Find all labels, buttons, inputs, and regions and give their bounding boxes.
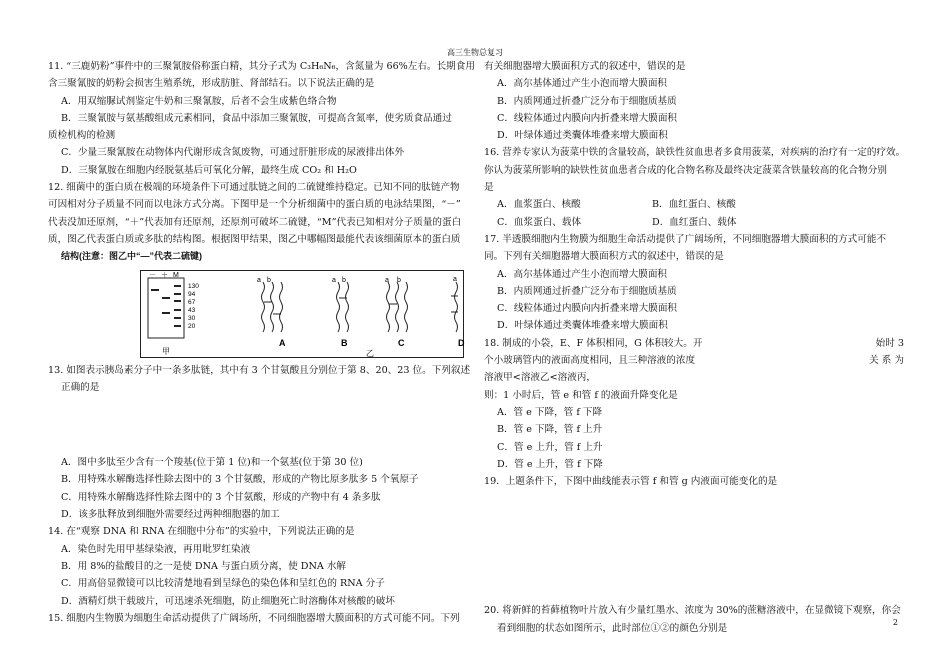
q12-line: 代表没加还原剂，“＋”代表加有还原剂，还原剂可破坏二硫键，“M”代表已知相对分子质量的蛋白 bbox=[48, 216, 462, 228]
q18-text-right: 关 系 为 bbox=[869, 355, 904, 367]
chain-b-label: b bbox=[397, 276, 401, 284]
q16-options-row bbox=[484, 214, 904, 231]
q18-text-left: 18. 制成的小袋，E、F 体积相同，G 体积较大。开 bbox=[484, 337, 703, 349]
option-b-label: B bbox=[341, 337, 348, 348]
q18-option: B．管 e 下降，管 f 上升 bbox=[497, 424, 603, 436]
q18-text-right: 始时 3 bbox=[875, 337, 904, 349]
q15-option: A．高尔基体通过产生小泡而增大膜面积 bbox=[497, 78, 668, 90]
q16-option-c: C．血浆蛋白、载体 bbox=[497, 216, 582, 228]
q17-option: D．叶绿体通过类囊体堆叠来增大膜面积 bbox=[497, 320, 668, 332]
q11-option: B．三聚氰胺与氨基酸组成元素相同，食品中添加三聚氰胺，可提高含氮率，使劣质食品通过 bbox=[61, 112, 452, 124]
q16-option-a: A．血浆蛋白、核酸 bbox=[497, 199, 581, 211]
marker-30: 30 bbox=[188, 314, 196, 322]
q14-option: B．用 8%的盐酸目的之一是使 DNA 与蛋白质分离，使 DNA 水解 bbox=[61, 560, 347, 572]
figure-drawing bbox=[48, 268, 473, 360]
q18-option: C．管 e 上升，管 f 上升 bbox=[497, 441, 603, 453]
q13-figure-space bbox=[48, 396, 473, 454]
q18-option: D．管 e 上升，管 f 下降 bbox=[497, 458, 603, 470]
option-a-label: A bbox=[279, 337, 286, 348]
q11-option: C．少量三聚氰胺在动物体内代谢形成含氮废物，可通过肝脏形成的尿液排出体外 bbox=[61, 147, 405, 159]
chain-a-label: a bbox=[257, 276, 261, 284]
q13-option: D．该多肽释放到细胞外需要经过两种细胞器的加工 bbox=[61, 509, 280, 521]
q15-line: 15. 细胞内生物膜为细胞生命活动提供了广阔场所，不同细胞器增大膜面积的方式可能不同。下列 bbox=[48, 612, 460, 624]
chain-a-label: a bbox=[453, 275, 457, 283]
q13-option: B．用特殊水解酶选择性除去图中的 3 个甘氨酸，形成的产物比原多肽多 5 个氧原子 bbox=[61, 474, 419, 486]
q17-option: A．高尔基体通过产生小泡而增大膜面积 bbox=[497, 268, 668, 280]
q13-option: C．用特殊水解酶选择性除去图中的 3 个甘氨酸，形成的产物中有 4 条多肽 bbox=[61, 491, 381, 503]
q11-option: A．用双缩脲试剂鉴定牛奶和三聚氰胺，后者不会生成紫色络合物 bbox=[61, 95, 337, 107]
q14-line: 14. 在“观察 DNA 和 RNA 在细胞中分布”的实验中，下列说法正确的是 bbox=[48, 526, 355, 538]
marker-20: 20 bbox=[188, 322, 196, 330]
q11-line: 11. “三鹿奶粉”事件中的三聚氰胺俗称蛋白精，其分子式为 C₃H₆N₆，含氮量为 66%左右。长期食用 bbox=[48, 61, 475, 72]
q15-option: C．线粒体通过内膜向内折叠来增大膜面积 bbox=[497, 112, 678, 124]
q11-option-cont: 质检机构的检测 bbox=[48, 130, 116, 142]
q16-option-b: B．血红蛋白、核酸 bbox=[652, 199, 736, 211]
q14-option: A．染色时先用甲基绿染液，再用吡罗红染液 bbox=[61, 543, 251, 555]
q18-line: 则：1 小时后，管 e 和管 f 的液面升降变化是 bbox=[484, 389, 678, 401]
page-number: 2 bbox=[892, 618, 898, 627]
q14-option: C．用高倍显微镜可以比较清楚地看到呈绿色的染色体和呈红色的 RNA 分子 bbox=[61, 578, 385, 590]
q18-line bbox=[484, 352, 904, 369]
q18-line bbox=[484, 335, 904, 352]
panel-label: 乙 bbox=[366, 348, 374, 358]
q19-line: 19．上题条件下，下图中曲线能表示管 f 和管 g 内液面可能变化的是 bbox=[484, 476, 778, 488]
marker-67: 67 bbox=[188, 298, 196, 306]
gel-label: 甲 bbox=[162, 346, 170, 356]
q16-option-d: D．血红蛋白、载体 bbox=[652, 216, 737, 228]
lane-plus: ＋ bbox=[161, 271, 168, 279]
q17-option: B．内质网通过折叠广泛分布于细胞质基质 bbox=[497, 285, 677, 297]
q13-line: 正确的是 bbox=[61, 381, 100, 393]
q17-line: 17. 半透膜细胞内生物膜为细胞生命活动提供了广阔场所，不同细胞器增大膜面积的方式可能不 bbox=[484, 233, 887, 245]
right-column bbox=[484, 58, 904, 637]
q12-line: 可因相对分子质量不同而以电泳方式分离。下图甲是一个分析细菌中的蛋白质的电泳结果图，“－” bbox=[48, 199, 461, 211]
q18-text-left: 个小玻璃管内的液面高度相同，且三种溶液的浓度 bbox=[484, 355, 696, 367]
chain-a-label: a bbox=[332, 276, 336, 284]
lane-minus: － bbox=[149, 271, 156, 279]
chain-b-label: b bbox=[342, 276, 346, 284]
q14-option: D．酒精灯烘干载玻片，可迅速杀死细胞，防止细胞死亡时溶酶体对核酸的破坏 bbox=[61, 595, 395, 607]
page-header: 高三生物总复习 bbox=[447, 48, 503, 57]
q16-line: 16. 营养专家认为菠菜中铁的含量较高，缺铁性贫血患者多食用菠菜，对疾病的治疗有一定的疗效。 bbox=[484, 147, 906, 159]
q12-line: 12. 细菌中的蛋白质在极端的环境条件下可通过肽链之间的二硫键维持稳定。已知不同的肽链产物 bbox=[48, 182, 460, 194]
q15-cont-line: 有关细胞器增大膜面积方式的叙述中，错误的是 bbox=[484, 61, 686, 72]
q16-options-row bbox=[484, 196, 904, 213]
left-column bbox=[48, 58, 473, 627]
q11-option: D．三聚氰胺在细胞内经脱氨基后可氧化分解，最终生成 CO₂ 和 H₂O bbox=[61, 164, 357, 176]
q15-option: B．内质网通过折叠广泛分布于细胞质基质 bbox=[497, 95, 677, 107]
q13-line: 13. 如图表示胰岛素分子中一条多肽链，其中有 3 个甘氨酸且分别位于第 8、20、23 位。下列叙述 bbox=[48, 364, 471, 376]
marker-43: 43 bbox=[188, 306, 196, 314]
chain-a-label: a bbox=[385, 276, 389, 284]
marker-94: 94 bbox=[188, 290, 196, 298]
q12-note: 结构(注意：图乙中“—”代表二硫键) bbox=[61, 251, 202, 262]
q19-figure-space bbox=[484, 490, 904, 602]
electrophoresis-figure bbox=[48, 268, 473, 358]
option-d-label: D bbox=[458, 337, 465, 348]
q16-line: 你认为菠菜所影响的缺铁性贫血患者合成的化合物名称及最终决定菠菜含铁量较高的化合物分别 bbox=[484, 164, 887, 176]
q13-option: A．图中多肽至少含有一个羧基(位于第 1 位)和一个氨基(位于第 30 位) bbox=[61, 457, 363, 469]
q20-line: 看到细胞的状态如图所示，此时部位①②的颜色分别是 bbox=[497, 622, 728, 634]
q12-line: 质，图乙代表蛋白质或多肽的结构图。根据图甲结果，图乙中哪幅图最能代表该细菌原本的蛋白质 bbox=[48, 233, 461, 245]
q11-line: 含三聚氰胺的奶粉会损害生殖系统，形成肪脏、肾部结石。以下说法正确的是 bbox=[48, 78, 375, 90]
q17-line: 同。下列有关细胞器增大膜面积方式的叙述中，错误的是 bbox=[484, 251, 724, 263]
q18-line: 溶液甲<溶液乙<溶液丙， bbox=[484, 372, 597, 384]
marker-130: 130 bbox=[188, 282, 199, 290]
q15-option: D．叶绿体通过类囊体堆叠来增大膜面积 bbox=[497, 130, 668, 142]
lane-marker: M bbox=[173, 271, 179, 279]
q17-option: C．线粒体通过内膜向内折叠来增大膜面积 bbox=[497, 303, 678, 315]
q18-option: A．管 e 下降，管 f 下降 bbox=[497, 406, 603, 418]
option-c-label: C bbox=[398, 337, 405, 348]
chain-b-label: b bbox=[267, 276, 271, 284]
q20-line: 20. 将新鲜的苔藓植物叶片放入有少量红墨水、浓度为 30%的蔗糖溶液中，在显微镜下观察，你会 bbox=[484, 605, 901, 617]
q16-line: 是 bbox=[484, 182, 494, 194]
